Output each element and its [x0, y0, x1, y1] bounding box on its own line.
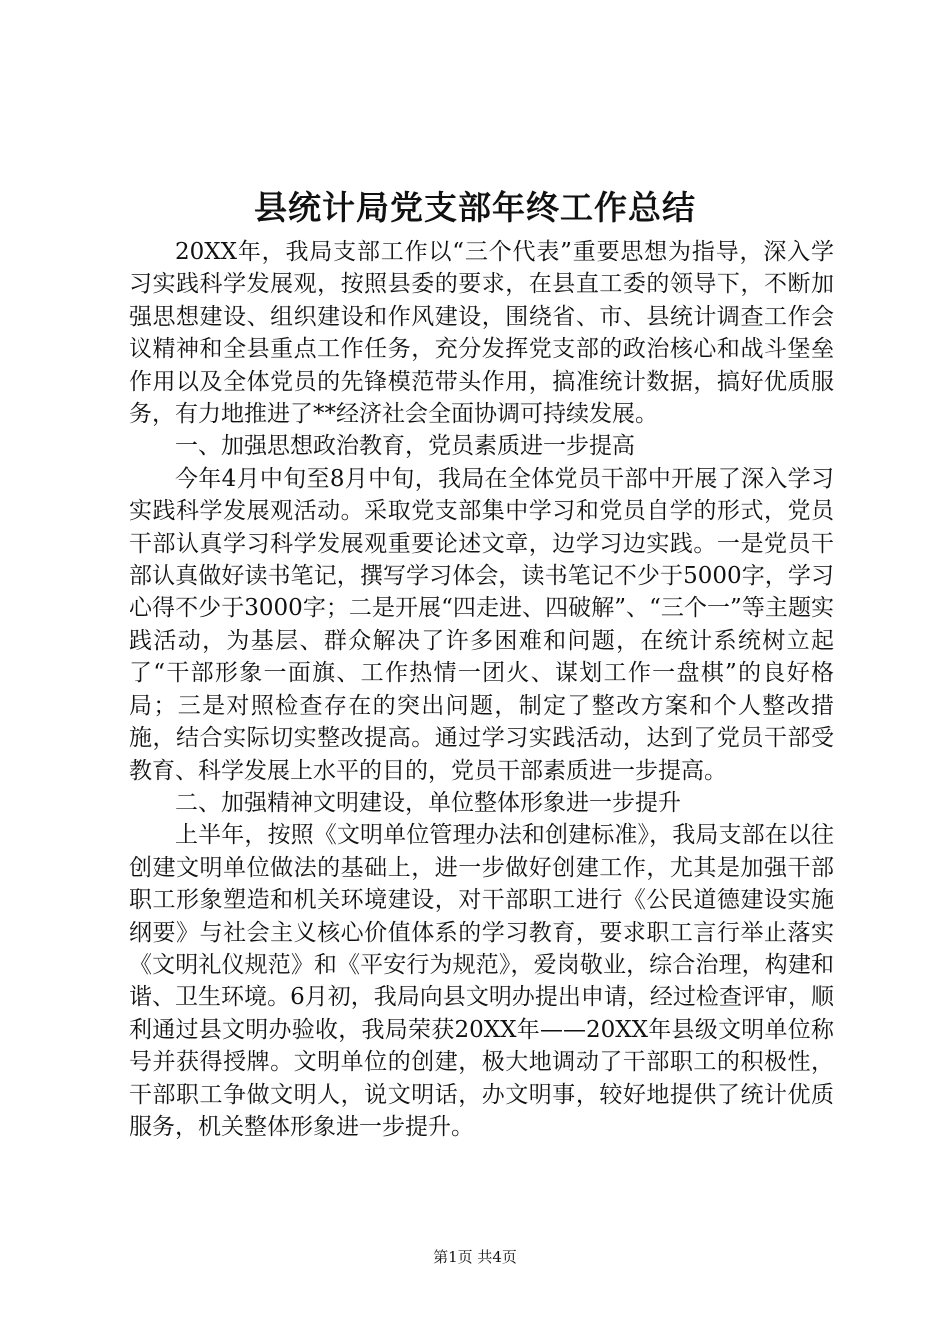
paragraph-section-2: 上半年，按照《文明单位管理办法和创建标准》，我局支部在以往创建文明单位做法的基础上，进一步做好创建工作，尤其是加强干部职工形象塑造和机关环境建设，对干部职工进行《公民道德建设实施纲要》与社会主义核心价值体系的学习教育，要求职工言行举止落实《文明礼仪规范》和《平安行为规范》，爱岗敬业，综合治理，构建和谐、卫生环境。6月初，我局向县文明办提出申请，经过检查评审，顺利通过县文明办验收，我局荣获20XX年——20XX年县级文明单位称号并获得授牌。文明单位的创建，极大地调动了干部职工的积极性，干部职工争做文明人，说文明话，办文明事，较好地提供了统计优质服务，机关整体形象进一步提升。: [129, 822, 834, 1140]
page-footer: 第1页 共4页: [433, 1248, 517, 1266]
paragraph-section-1: 今年4月中旬至8月中旬，我局在全体党员干部中开展了深入学习实践科学发展观活动。采取党支部集中学习和党员自学的形式，党员干部认真学习科学发展观重要论述文章，边学习边实践。一是党员干部认真做好读书笔记，撰写学习体会，读书笔记不少于5000字，学习心得不少于3000字；二是开展“四走进、四破解”、“三个一”等主题实践活动，为基层、群众解决了许多困难和问题，在统计系统树立起了“干部形象一面旗、工作热情一团火、谋划工作一盘棋”的良好格局；三是对照检查存在的突出问题，制定了整改方案和个人整改措施，结合实际切实整改提高。通过学习实践活动，达到了党员干部受教育、科学发展上水平的目的，党员干部素质进一步提高。: [129, 465, 834, 784]
document-title: 县统计局党支部年终工作总结: [254, 188, 696, 227]
section-heading-2: 二、加强精神文明建设，单位整体形象进一步提升: [175, 789, 681, 816]
paragraph-intro: 20XX年，我局支部工作以“三个代表”重要思想为指导，深入学习实践科学发展观，按照县委的要求，在县直工委的领导下，不断加强思想建设、组织建设和作风建设，围绕省、市、县统计调查工作会议精神和全县重点工作任务，充分发挥党支部的政治核心和战斗堡垒作用以及全体党员的先锋模范带头作用，搞准统计数据，搞好优质服务，有力地推进了**经济社会全面协调可持续发展。: [129, 239, 834, 428]
document-body: [129, 236, 834, 1143]
section-heading-1: 一、加强思想政治教育，党员素质进一步提高: [175, 433, 635, 460]
